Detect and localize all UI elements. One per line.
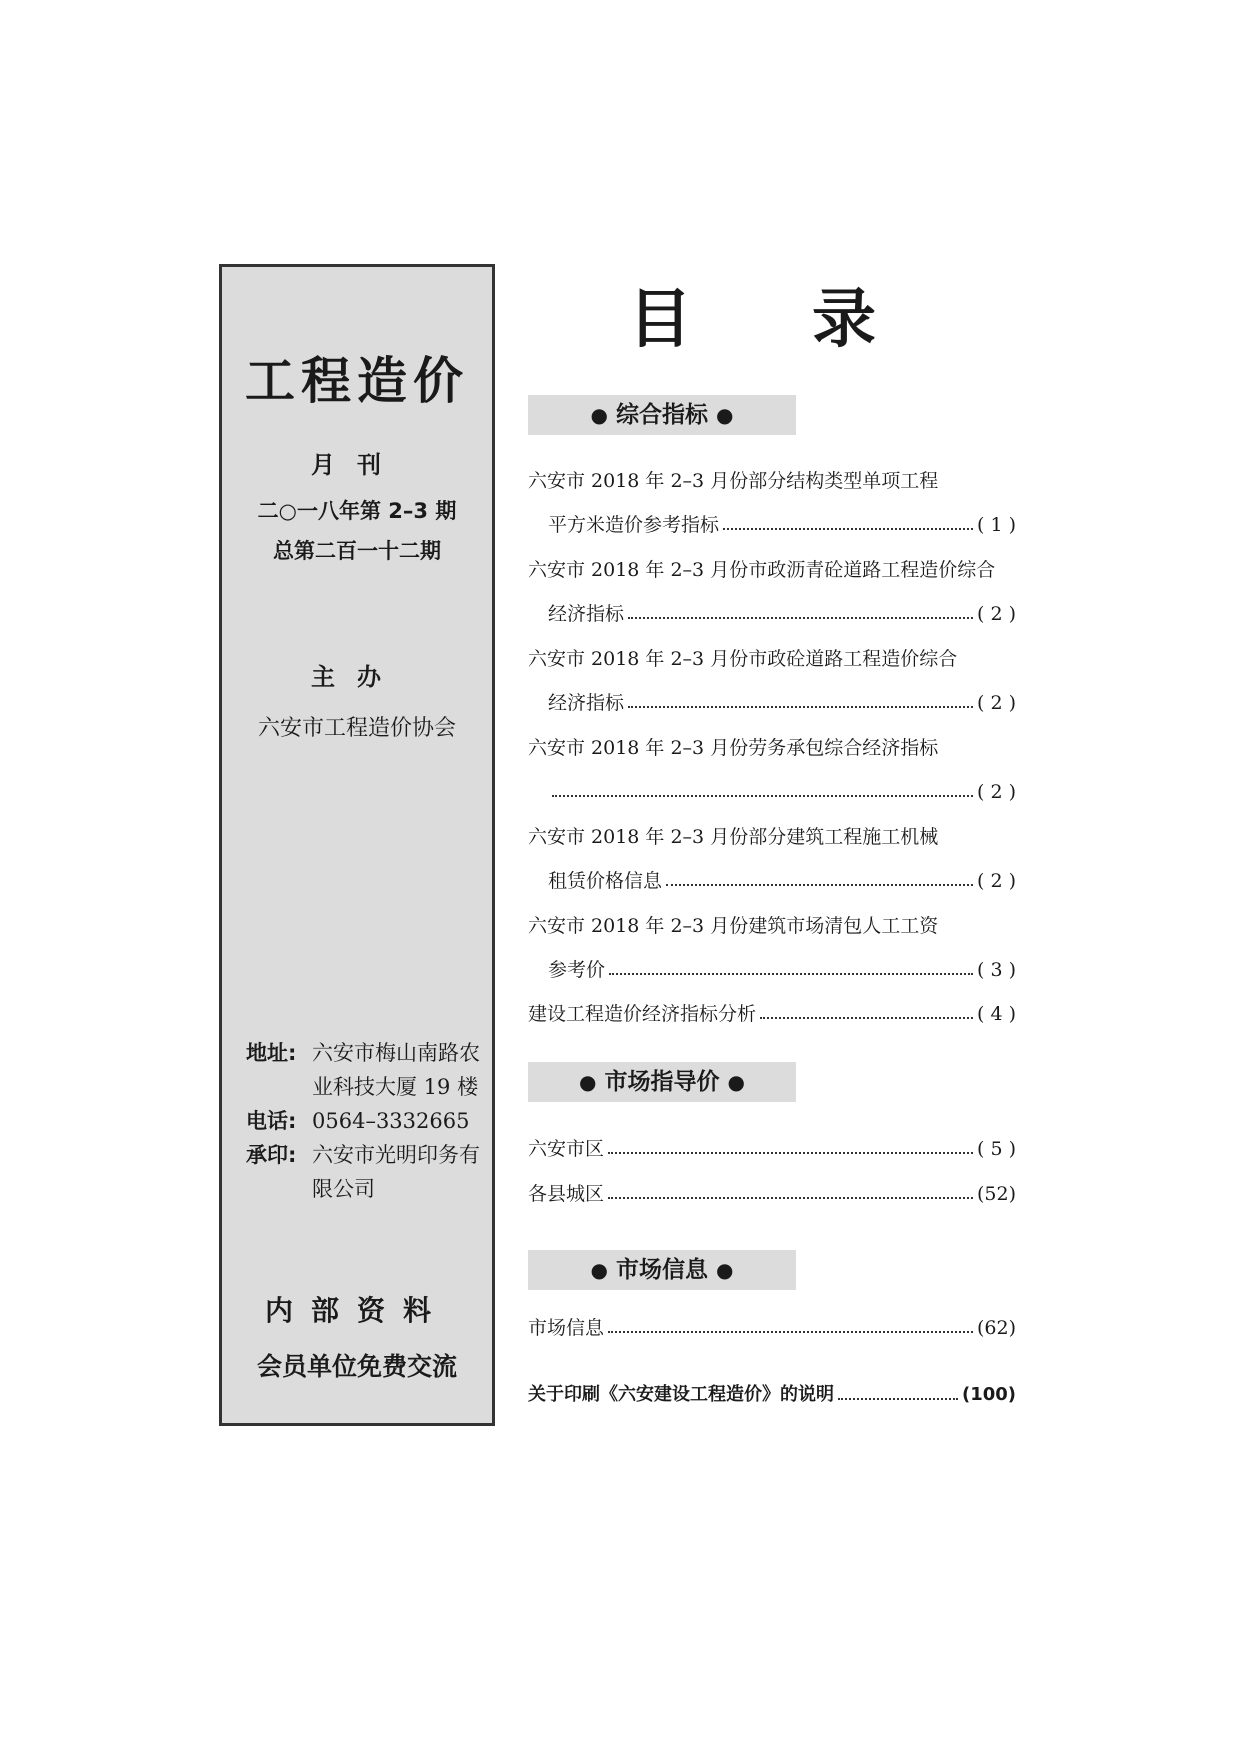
toc-entry[interactable] — [528, 1313, 1016, 1343]
address-value: 六安市梅山南路农业科技大厦 19 楼 — [312, 1041, 480, 1099]
internal-material-label: 内部资料 — [264, 1294, 449, 1327]
page-number: ( 2 ) — [977, 603, 1016, 625]
leader-dots — [609, 955, 973, 975]
entry-text: 平方米造价参考指标 — [548, 514, 720, 536]
leader-dots — [608, 1134, 973, 1154]
contact-info — [246, 1036, 482, 1206]
phone-row — [246, 1104, 482, 1138]
page-number: ( 2 ) — [977, 781, 1016, 803]
entry-text: 经济指标 — [548, 692, 625, 714]
toc-entry[interactable]: 六安市 2018 年 2–3 月份市政沥青砼道路工程造价综合 — [528, 559, 996, 581]
bullet-icon: ● — [727, 1070, 745, 1094]
masthead-box — [219, 264, 495, 1426]
page-number: ( 4 ) — [977, 1003, 1016, 1025]
section-heading-composite-indicators — [528, 395, 796, 435]
section-heading-text: 市场指导价 — [604, 1069, 720, 1095]
bullet-icon: ● — [579, 1070, 597, 1094]
entry-text: 租赁价格信息 — [548, 870, 663, 892]
toc-entry-continuation[interactable] — [548, 866, 1016, 896]
address-row — [246, 1036, 482, 1104]
leader-dots — [723, 510, 973, 530]
toc-title: 目录 — [628, 283, 996, 357]
entry-text: 各县城区 — [528, 1183, 605, 1205]
toc-entry-continuation[interactable] — [548, 688, 1016, 718]
leader-dots — [628, 688, 973, 708]
entry-text: 市场信息 — [528, 1317, 605, 1339]
leader-dots — [552, 777, 973, 797]
printer-value: 六安市光明印务有限公司 — [312, 1143, 480, 1201]
entry-text: 参考价 — [548, 959, 606, 981]
leader-dots — [608, 1179, 973, 1199]
entry-text: 六安市区 — [528, 1138, 605, 1160]
leader-dots — [666, 866, 973, 886]
bullet-icon: ● — [590, 1258, 608, 1282]
toc-entry-continuation[interactable] — [548, 599, 1016, 629]
toc-entry[interactable] — [528, 999, 1016, 1029]
entry-text: 经济指标 — [548, 603, 625, 625]
toc-entry-continuation[interactable] — [548, 955, 1016, 985]
printer-row — [246, 1138, 482, 1206]
section-heading-market-info — [528, 1250, 796, 1290]
bullet-icon: ● — [716, 403, 734, 427]
bullet-icon: ● — [590, 403, 608, 427]
toc-entry[interactable] — [528, 1179, 1016, 1209]
free-exchange-label: 会员单位免费交流 — [256, 1352, 457, 1381]
page-number: ( 2 ) — [977, 870, 1016, 892]
toc-entry[interactable]: 六安市 2018 年 2–3 月份建筑市场清包人工工资 — [528, 915, 939, 937]
section-heading-text: 综合指标 — [616, 402, 708, 428]
magazine-title: 工程造价 — [245, 351, 469, 410]
section-heading-text: 市场信息 — [616, 1257, 708, 1283]
leader-dots — [628, 599, 973, 619]
sponsor-name: 六安市工程造价协会 — [257, 716, 456, 741]
entry-text: 关于印刷《六安建设工程造价》的说明 — [528, 1384, 834, 1405]
monthly-label: 月刊 — [311, 451, 403, 479]
page-number: (100) — [961, 1384, 1016, 1405]
leader-dots — [608, 1313, 973, 1333]
total-issue: 总第二百一十二期 — [273, 539, 441, 563]
phone-label: 电话: — [246, 1109, 297, 1133]
page-number: ( 2 ) — [977, 692, 1016, 714]
issue-number: 二○一八年第 2–3 期 — [257, 499, 457, 523]
toc-entry[interactable] — [528, 1134, 1016, 1164]
toc-entry-continuation[interactable] — [548, 510, 1016, 540]
page-number: (62) — [976, 1317, 1016, 1339]
page-number: (52) — [976, 1183, 1016, 1205]
toc-entry[interactable]: 六安市 2018 年 2–3 月份市政砼道路工程造价综合 — [528, 648, 958, 670]
page-number: ( 3 ) — [977, 959, 1016, 981]
page-number: ( 1 ) — [977, 514, 1016, 536]
toc-entry-continuation[interactable] — [548, 777, 1016, 807]
toc-entry-note[interactable] — [528, 1380, 1016, 1410]
toc-entry[interactable]: 六安市 2018 年 2–3 月份部分结构类型单项工程 — [528, 470, 939, 492]
bullet-icon: ● — [716, 1258, 734, 1282]
entry-text: 建设工程造价经济指标分析 — [528, 1003, 757, 1025]
leader-dots — [760, 999, 973, 1019]
page-number: ( 5 ) — [977, 1138, 1016, 1160]
section-heading-market-guide-price — [528, 1062, 796, 1102]
printer-label: 承印: — [246, 1143, 297, 1167]
toc-entry[interactable]: 六安市 2018 年 2–3 月份劳务承包综合经济指标 — [528, 737, 939, 759]
address-label: 地址: — [246, 1041, 297, 1065]
sponsor-label: 主办 — [311, 663, 403, 691]
leader-dots — [838, 1380, 958, 1400]
phone-value: 0564–3332665 — [312, 1109, 470, 1133]
toc-entry[interactable]: 六安市 2018 年 2–3 月份部分建筑工程施工机械 — [528, 826, 939, 848]
